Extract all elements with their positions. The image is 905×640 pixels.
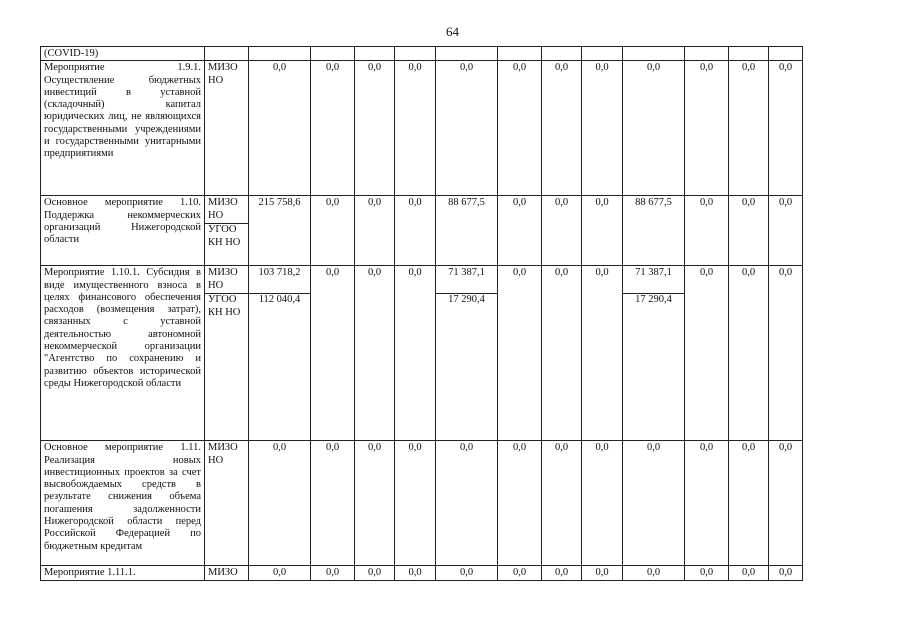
value-cell: 0,0 bbox=[395, 566, 436, 580]
value-cell: 0,0 bbox=[249, 441, 311, 566]
value-cell: 0,0 bbox=[582, 441, 623, 566]
value-part: 0,0 bbox=[554, 267, 569, 279]
value-cell: 0,0 bbox=[729, 441, 769, 566]
value-part: 0,0 bbox=[325, 267, 340, 279]
value-cell: 0,0 bbox=[685, 441, 729, 566]
value-cell: 0,0 bbox=[685, 566, 729, 580]
value-cell: 0,0 bbox=[355, 196, 395, 266]
value-cell bbox=[685, 47, 729, 61]
table-row bbox=[41, 47, 803, 61]
table-row bbox=[41, 441, 803, 566]
value-cell: 0,0 bbox=[769, 61, 803, 196]
value-cell: 215 758,6 bbox=[249, 196, 311, 266]
value-part: 0,0 bbox=[408, 267, 422, 279]
value-part: 0,0 bbox=[367, 267, 382, 279]
org-code: МИЗО НО bbox=[208, 442, 238, 466]
activity-name: Основное мероприятие 1.11. Реализация новых инвестиционных проектов за счет высвобождаемых средств в результате снижения объема погашения задолженности Нижегородской области перед Российской Федерацией по бюджетным кредитам bbox=[41, 441, 205, 566]
org-code: МИЗО НО bbox=[208, 267, 238, 291]
value-cell: 0,0 bbox=[498, 61, 542, 196]
value-cell: 0,0 bbox=[249, 566, 311, 580]
value-cell: 0,0 bbox=[542, 441, 582, 566]
table-row bbox=[41, 266, 803, 441]
value-cell bbox=[395, 266, 436, 441]
responsible-org bbox=[205, 441, 249, 566]
value-cell bbox=[355, 47, 395, 61]
value-part: 0,0 bbox=[512, 267, 527, 279]
responsible-org bbox=[205, 47, 249, 61]
value-cell: 0,0 bbox=[395, 441, 436, 566]
table-row bbox=[41, 196, 803, 266]
responsible-org bbox=[205, 61, 249, 196]
value-cell: 0,0 bbox=[436, 441, 498, 566]
value-cell bbox=[685, 266, 729, 441]
table-row bbox=[41, 61, 803, 196]
value-cell: 0,0 bbox=[498, 566, 542, 580]
value-cell bbox=[542, 47, 582, 61]
org-code: МИЗО НО bbox=[208, 197, 238, 221]
value-cell bbox=[249, 47, 311, 61]
value-cell bbox=[623, 47, 685, 61]
activity-name: Основное мероприятие 1.10. Поддержка некоммерческих организаций Нижегородской области bbox=[41, 196, 205, 266]
value-cell bbox=[355, 266, 395, 441]
value-cell bbox=[436, 47, 498, 61]
value-cell bbox=[249, 266, 311, 441]
value-cell: 0,0 bbox=[542, 61, 582, 196]
value-part: 0,0 bbox=[778, 267, 793, 279]
value-cell: 0,0 bbox=[498, 196, 542, 266]
value-cell: 0,0 bbox=[395, 61, 436, 196]
value-cell: 0,0 bbox=[542, 196, 582, 266]
value-cell: 0,0 bbox=[355, 566, 395, 580]
value-cell: 0,0 bbox=[729, 196, 769, 266]
value-part: 112 040,4 bbox=[249, 293, 310, 306]
value-cell: 0,0 bbox=[769, 566, 803, 580]
activity-name: Мероприятие 1.11.1. bbox=[41, 566, 205, 580]
activity-name: (COVID-19) bbox=[41, 47, 205, 61]
org-code: УГОО КН НО bbox=[205, 223, 248, 249]
value-cell bbox=[623, 266, 685, 441]
value-cell: 0,0 bbox=[311, 196, 355, 266]
value-cell: 0,0 bbox=[685, 61, 729, 196]
value-cell: 0,0 bbox=[311, 61, 355, 196]
value-cell: 0,0 bbox=[311, 566, 355, 580]
value-cell: 0,0 bbox=[311, 441, 355, 566]
value-cell: 0,0 bbox=[498, 441, 542, 566]
value-cell bbox=[542, 266, 582, 441]
value-part: 0,0 bbox=[699, 267, 714, 279]
value-cell: 88 677,5 bbox=[623, 196, 685, 266]
value-cell: 0,0 bbox=[436, 566, 498, 580]
value-cell bbox=[436, 266, 498, 441]
value-cell bbox=[769, 266, 803, 441]
value-part: 17 290,4 bbox=[623, 293, 684, 306]
org-code: МИЗО bbox=[208, 567, 238, 579]
value-cell: 0,0 bbox=[249, 61, 311, 196]
value-cell bbox=[582, 266, 623, 441]
value-cell: 0,0 bbox=[623, 61, 685, 196]
value-cell: 0,0 bbox=[582, 566, 623, 580]
page-number: 64 bbox=[446, 24, 459, 39]
responsible-org bbox=[205, 566, 249, 580]
value-cell bbox=[311, 47, 355, 61]
value-cell: 0,0 bbox=[395, 196, 436, 266]
value-cell: 0,0 bbox=[582, 196, 623, 266]
value-cell bbox=[498, 266, 542, 441]
value-cell bbox=[498, 47, 542, 61]
org-code: МИЗО НО bbox=[208, 62, 238, 86]
value-cell: 0,0 bbox=[582, 61, 623, 196]
value-cell: 0,0 bbox=[623, 441, 685, 566]
value-cell: 0,0 bbox=[623, 566, 685, 580]
value-cell: 0,0 bbox=[685, 196, 729, 266]
value-part: 0,0 bbox=[595, 267, 609, 279]
value-part: 71 387,1 bbox=[448, 267, 485, 279]
value-cell: 0,0 bbox=[355, 441, 395, 566]
value-cell: 0,0 bbox=[436, 61, 498, 196]
value-part: 0,0 bbox=[741, 267, 756, 279]
value-cell: 0,0 bbox=[355, 61, 395, 196]
table-row bbox=[41, 566, 803, 580]
value-cell: 0,0 bbox=[729, 61, 769, 196]
value-cell bbox=[729, 47, 769, 61]
value-part: 71 387,1 bbox=[635, 267, 672, 279]
value-cell: 0,0 bbox=[769, 196, 803, 266]
value-cell: 0,0 bbox=[542, 566, 582, 580]
responsible-org bbox=[205, 196, 249, 266]
value-cell: 0,0 bbox=[729, 566, 769, 580]
value-cell bbox=[582, 47, 623, 61]
value-part: 103 718,2 bbox=[258, 267, 301, 279]
value-cell bbox=[729, 266, 769, 441]
budget-table bbox=[40, 46, 803, 581]
value-part: 17 290,4 bbox=[436, 293, 497, 306]
activity-name: Мероприятие 1.10.1. Субсидия в виде имущественного взноса в целях финансового обеспечения расходов (возмещения затрат), связанных с уставной деятельностью автономной некоммерческой организации "Агентство по сохранению и развитию объектов исторической среды Нижегородской области bbox=[41, 266, 205, 441]
activity-name: Мероприятие 1.9.1. Осуществление бюджетных инвестиций в уставной (складочный) капитал юридических лиц, не являющихся государственными учреждениями и государственными унитарными предприятиями bbox=[41, 61, 205, 196]
value-cell: 88 677,5 bbox=[436, 196, 498, 266]
responsible-org bbox=[205, 266, 249, 441]
value-cell bbox=[311, 266, 355, 441]
value-cell: 0,0 bbox=[769, 441, 803, 566]
org-code: УГОО КН НО bbox=[205, 293, 248, 319]
value-cell bbox=[395, 47, 436, 61]
value-cell bbox=[769, 47, 803, 61]
